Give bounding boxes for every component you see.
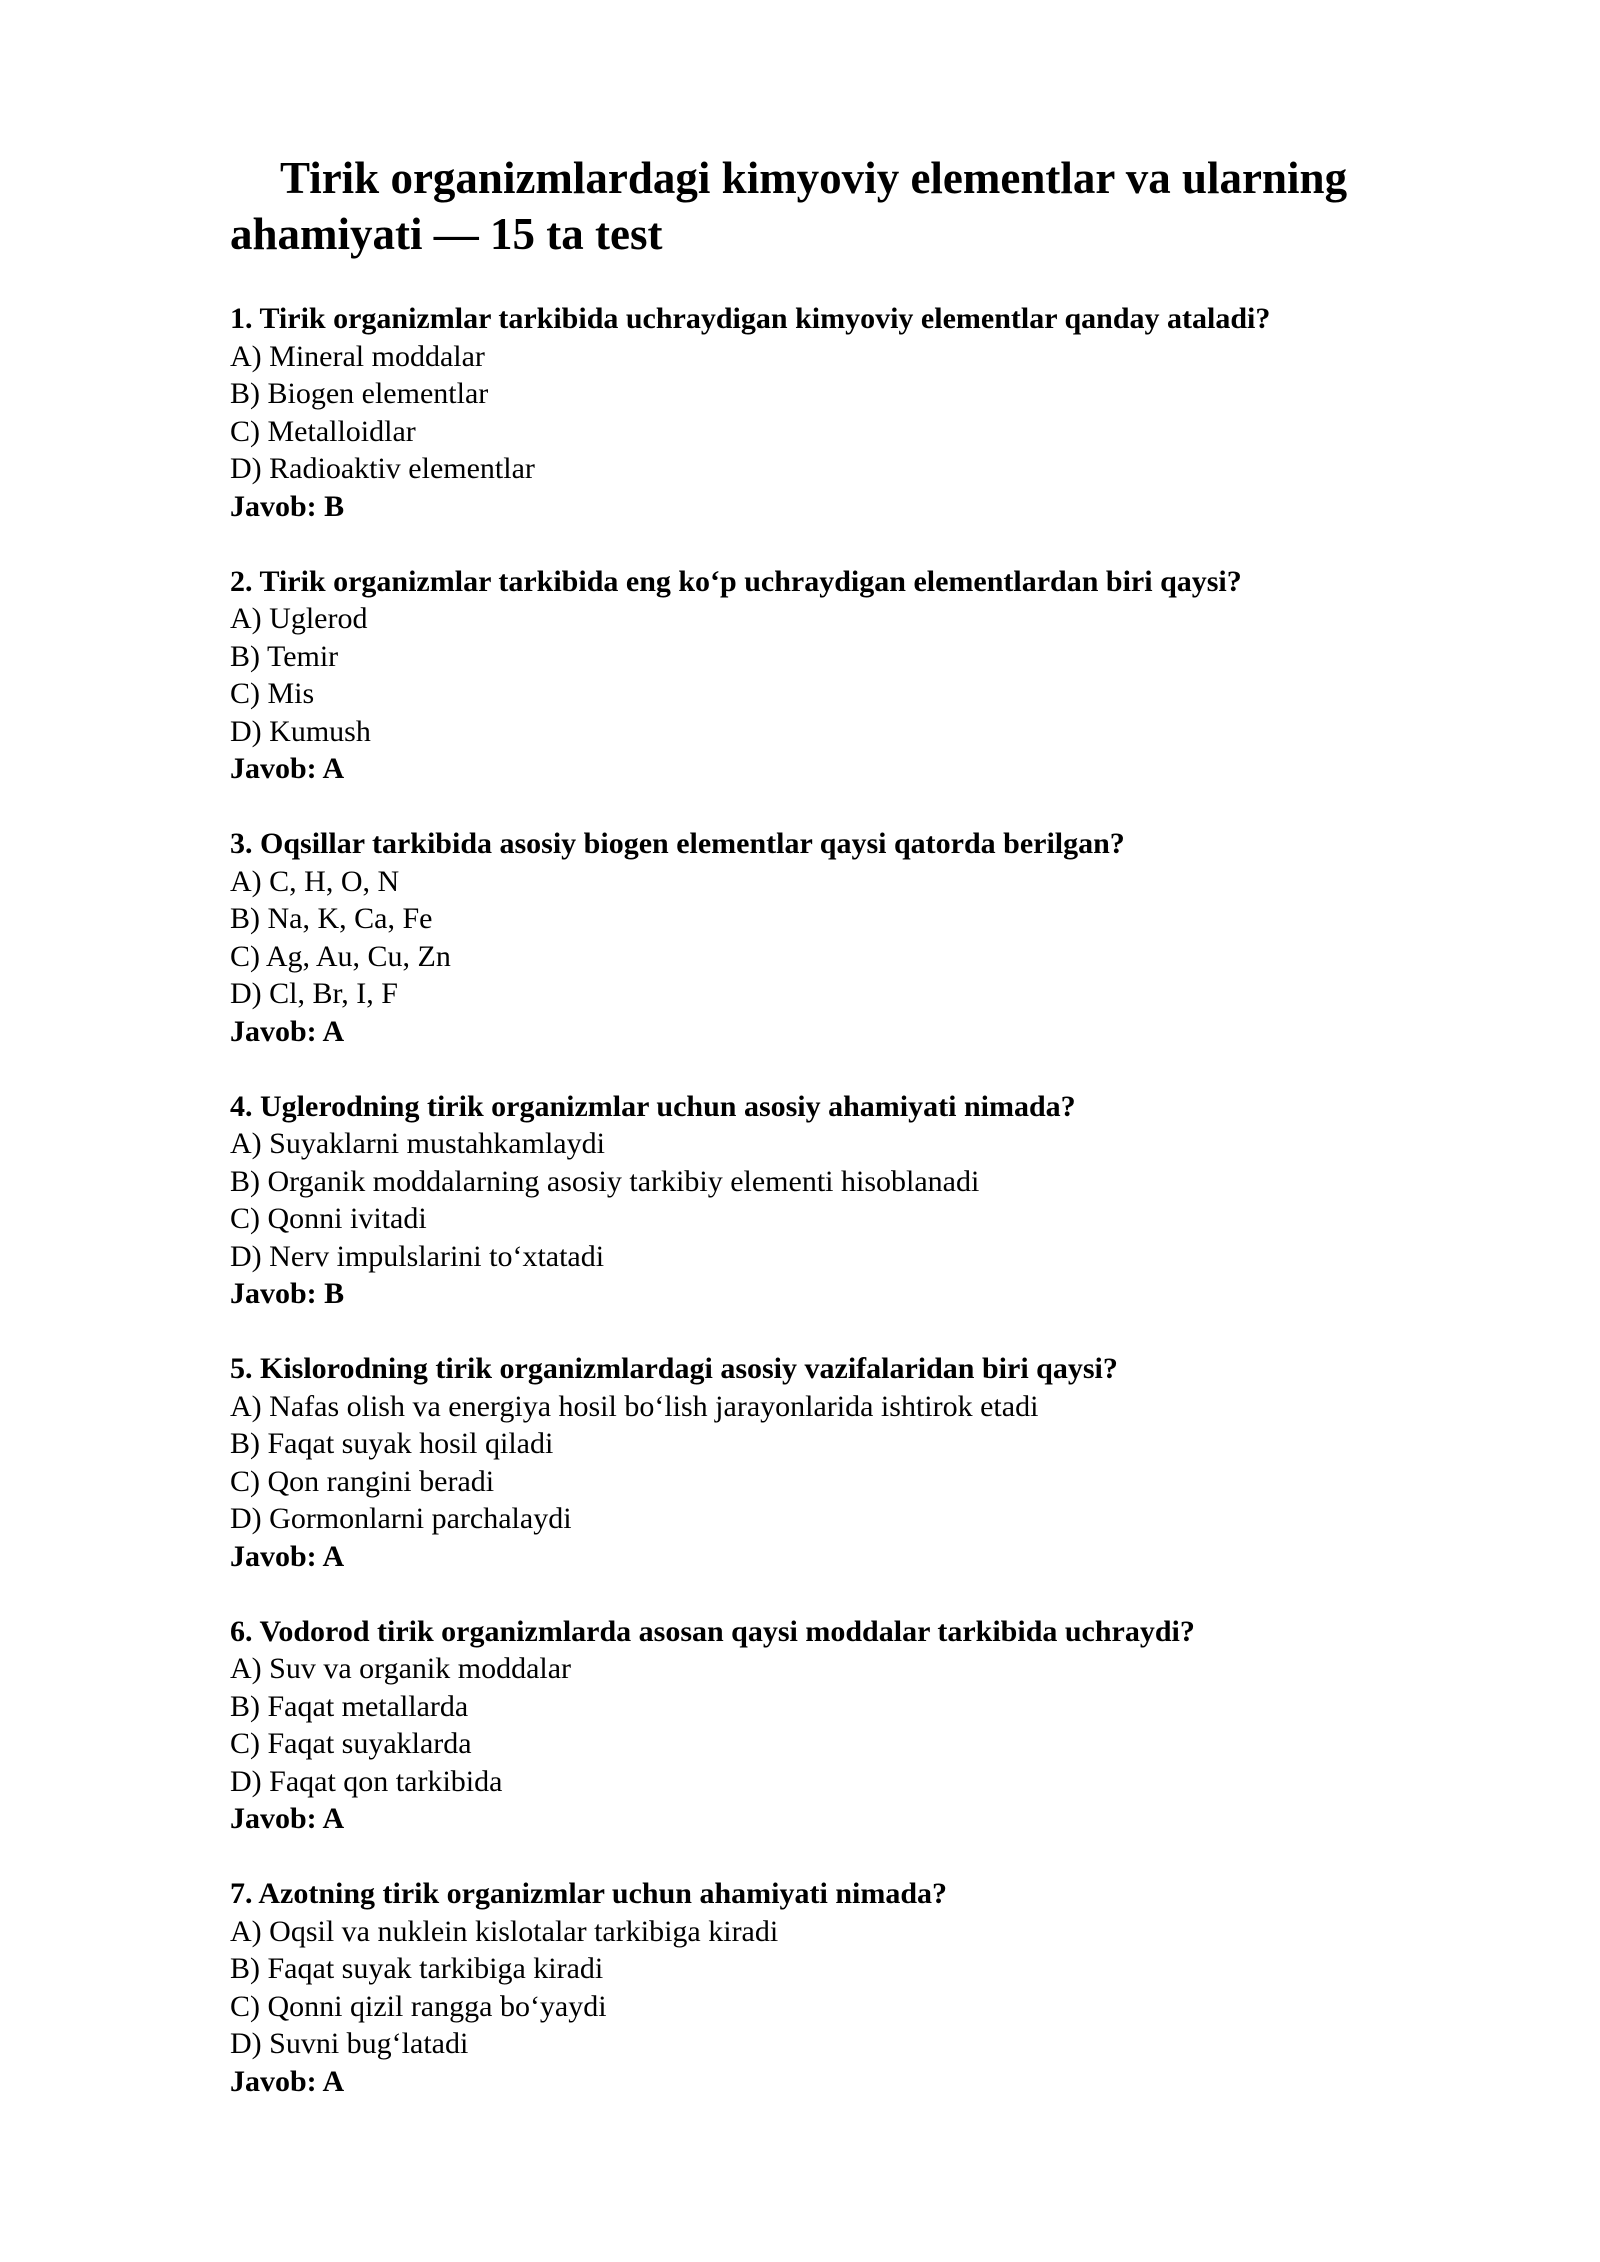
answer-key: Javob: A bbox=[230, 2064, 345, 2098]
answer-key: Javob: B bbox=[230, 1277, 345, 1310]
answer-key: Javob: A bbox=[230, 1539, 345, 1573]
question-2 bbox=[230, 563, 1430, 788]
question-7 bbox=[230, 1875, 1430, 2100]
option-d: D) Suvni bug‘latadi bbox=[230, 2027, 469, 2060]
option-b: B) Organik moddalarning asosiy tarkibiy elementi hisoblanadi bbox=[230, 1164, 980, 1198]
option-c: C) Mis bbox=[230, 677, 315, 710]
option-c: C) Qonni ivitadi bbox=[230, 1202, 427, 1235]
question-text: 7. Azotning tirik organizmlar uchun ahamiyati nimada? bbox=[230, 1877, 948, 1910]
option-b: B) Biogen elementlar bbox=[230, 377, 489, 410]
option-a: A) Uglerod bbox=[230, 602, 368, 635]
option-d: D) Radioaktiv elementlar bbox=[230, 452, 535, 485]
answer-key: Javob: A bbox=[230, 752, 345, 785]
answer-key: Javob: A bbox=[230, 1014, 345, 1048]
option-d: D) Gormonlarni parchalaydi bbox=[230, 1502, 572, 1535]
option-b: B) Temir bbox=[230, 639, 339, 673]
answer-key: Javob: B bbox=[230, 489, 345, 523]
option-a: A) Suv va organik moddalar bbox=[230, 1652, 572, 1685]
option-c: C) Qon rangini beradi bbox=[230, 1464, 495, 1498]
option-c: C) Ag, Au, Cu, Zn bbox=[230, 939, 451, 973]
option-b: B) Na, K, Ca, Fe bbox=[230, 902, 433, 935]
answer-key: Javob: A bbox=[230, 1802, 345, 1835]
option-d: D) Kumush bbox=[230, 714, 371, 748]
question-3 bbox=[230, 825, 1430, 1050]
question-text: 3. Oqsillar tarkibida asosiy biogen elementlar qaysi qatorda berilgan? bbox=[230, 827, 1125, 860]
option-a: A) Suyaklarni mustahkamlaydi bbox=[230, 1127, 605, 1160]
option-a: A) Oqsil va nuklein kislotalar tarkibiga kiradi bbox=[230, 1914, 779, 1948]
option-d: D) Faqat qon tarkibida bbox=[230, 1764, 503, 1798]
question-text: 1. Tirik organizmlar tarkibida uchraydigan kimyoviy elementlar qanday ataladi? bbox=[230, 302, 1271, 335]
option-c: C) Metalloidlar bbox=[230, 414, 416, 448]
question-text: 4. Uglerodning tirik organizmlar uchun asosiy ahamiyati nimada? bbox=[230, 1089, 1076, 1123]
option-c: C) Faqat suyaklarda bbox=[230, 1727, 472, 1760]
option-d: D) Nerv impulslarini to‘xtatadi bbox=[230, 1239, 605, 1273]
option-b: B) Faqat metallarda bbox=[230, 1689, 469, 1723]
question-4 bbox=[230, 1088, 1430, 1313]
option-a: A) Nafas olish va energiya hosil bo‘lish jarayonlarida ishtirok etadi bbox=[230, 1389, 1039, 1423]
option-a: A) C, H, O, N bbox=[230, 864, 400, 898]
question-text: 6. Vodorod tirik organizmlarda asosan qaysi moddalar tarkibida uchraydi? bbox=[230, 1614, 1195, 1648]
document-title: Tirik organizmlardagi kimyoviy elementlar va ularning ahamiyati — 15 ta test bbox=[230, 153, 1348, 259]
option-b: B) Faqat suyak hosil qiladi bbox=[230, 1427, 554, 1460]
question-text: 5. Kislorodning tirik organizmlardagi asosiy vazifalaridan biri qaysi? bbox=[230, 1352, 1118, 1385]
question-6 bbox=[230, 1613, 1430, 1838]
option-b: B) Faqat suyak tarkibiga kiradi bbox=[230, 1952, 604, 1985]
option-d: D) Cl, Br, I, F bbox=[230, 977, 398, 1010]
question-5 bbox=[230, 1350, 1430, 1575]
option-c: C) Qonni qizil rangga bo‘yaydi bbox=[230, 1989, 607, 2023]
question-text: 2. Tirik organizmlar tarkibida eng ko‘p uchraydigan elementlardan biri qaysi? bbox=[230, 564, 1242, 598]
question-1 bbox=[230, 300, 1430, 525]
option-a: A) Mineral moddalar bbox=[230, 339, 485, 373]
document-page bbox=[230, 150, 1430, 2138]
